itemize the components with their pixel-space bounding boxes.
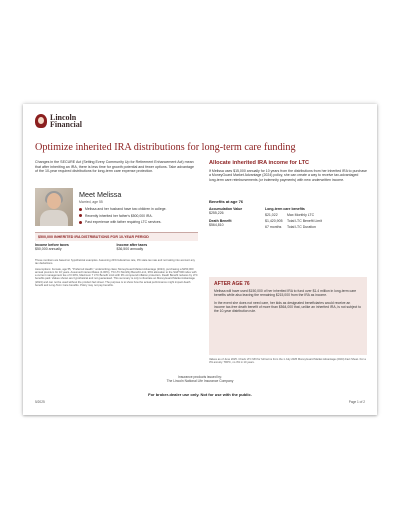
income-after-value: $36,500 annually <box>116 247 144 251</box>
intro-paragraph: Changes in the SECURE Act (Setting Every Community Up for Retirement Enhancement Act) mean that after inheriting an IRA, there is less time for growth potential and fewer options. Take advantage of the 10-year required distributions for long-term care expense protection. <box>35 160 194 174</box>
ltc-row: $1,420,905 Total LTC Benefit Limit <box>265 218 322 223</box>
profile-name: Meet Melissa <box>79 190 122 199</box>
death-benefit-label: Death Benefit <box>209 219 232 223</box>
allocate-section <box>209 160 367 182</box>
distributions-note: These numbers are based on hypothetical examples. Assuming 24% federal tax rate, 3% state tax rate and not taking into account any tax deductions. <box>35 259 196 266</box>
distributions-heading: $500,000 INHERITED IRA DISTRIBUTIONS FOR 10-YEAR PERIOD <box>38 234 149 239</box>
right-fine-print: Values as of June 2025. Check LTC MN for full terms from the 1 July 2025 MoneyGuard Market Advantage (2024) Fact Sheet. For a 3% annuity. TRPC, no 3% in 10 years. <box>209 358 366 365</box>
ltc-benefits-label: Long-term care benefits <box>265 207 305 211</box>
death-benefit-value: $564,810 <box>209 223 224 227</box>
distributions-disclosure: Assumptions: Female, age 55, "Preferred Health," underwriting class; MoneyGuard Market Advantage (2024), purchasing a $150,000 annual premium for 10 years. Assumed Interest Rates (4.00%), 7% LTC Monthly Benefit Limit, 36% allocation to the S&P 500 index with a current management fee of 0.30%, Maximum 7 LTC Benefit Limit with 3% compound inflation protection. Death Benefit reduces by LTC benefits paid. Values shown are hypothetical and not guaranteed. This summary is only to illustrate an MoneyGuard Market Advantage (2024) and can not be used without the product fact sheet. The purpose is to show how the actual performance might impact death benefit and Long-Term Care benefits. Policy may not pay benefits. <box>35 267 198 288</box>
accumulation-value-label: Accumulation Value <box>209 207 243 211</box>
profile-bullet: Recently inherited her father's $500,000 IRA. <box>79 214 199 218</box>
footer-code: 5/2025 <box>35 400 45 404</box>
allocate-heading: Allocate inherited IRA income for LTC <box>209 160 310 166</box>
lincoln-portrait-icon <box>35 114 47 128</box>
distributions-fine-print <box>35 259 198 287</box>
lincoln-logo <box>35 114 82 128</box>
income-after-label: Income after taxes <box>116 243 148 247</box>
distributions-heading-band <box>35 232 198 241</box>
income-summary <box>35 243 198 251</box>
ltc-row: $21,022 Max Monthly LTC <box>265 212 315 217</box>
bullet-dot-icon <box>79 221 82 224</box>
brand-line-2: Financial <box>50 120 83 129</box>
profile-bullet: Melissa and her husband have two children in college. <box>79 207 199 211</box>
bullet-dot-icon <box>79 214 82 217</box>
benefits-heading: Benefits at age 76 <box>209 199 244 204</box>
page-number: Page 1 of 2 <box>348 400 365 404</box>
profile-photo <box>35 188 73 226</box>
income-before-value: $50,000 annually <box>35 247 62 251</box>
after-age-76-box <box>209 277 367 355</box>
profile-section <box>79 190 199 227</box>
flyer-page <box>23 104 377 415</box>
brand-line-1: Lincoln <box>50 113 77 122</box>
after-age-heading: AFTER AGE 76 <box>214 281 250 287</box>
insurer-statement: Insurance products issued by: The Lincoln National Life Insurance Company <box>166 375 234 384</box>
income-before-label: Income before taxes <box>35 243 69 247</box>
accumulation-value: $255,226 <box>209 211 224 215</box>
after-age-paragraph-2: In the event she does not need care, her kids as designated beneficiaries would receive an income tax-free death benefit of more than $564,000 that, unlike an inherited IRA, is not subject to the 10-year distribution rule. <box>214 300 362 314</box>
broker-dealer-notice: For broker-dealer use only. Not for use with the public. <box>148 392 252 397</box>
bullet-dot-icon <box>79 208 82 211</box>
ltc-row: 67 months Total LTC Duration <box>265 225 316 230</box>
page-title: Optimize inherited IRA distributions for long-term care funding <box>35 142 296 153</box>
benefits-section <box>209 199 367 232</box>
after-age-paragraph-1: Melissa will have used $150,000 of her inherited IRA to fund over $1.4 million in long-term care benefits while also leaving the remaining $215,000 from the IRA as income. <box>214 289 357 298</box>
allocate-text: If Melissa uses $15,000 annually for 10 years from the distributions from her inherited IRA to purchase a MoneyGuard Market Advantage (2024) policy, she can create a way to receive tax-advantaged long-term care reimbursements (or indemnity payments) with new underwritten income. <box>209 169 367 182</box>
profile-bullet: Past experience with father requiring LTC services. <box>79 220 199 224</box>
profile-subtitle: Married, age 55 <box>79 200 103 204</box>
